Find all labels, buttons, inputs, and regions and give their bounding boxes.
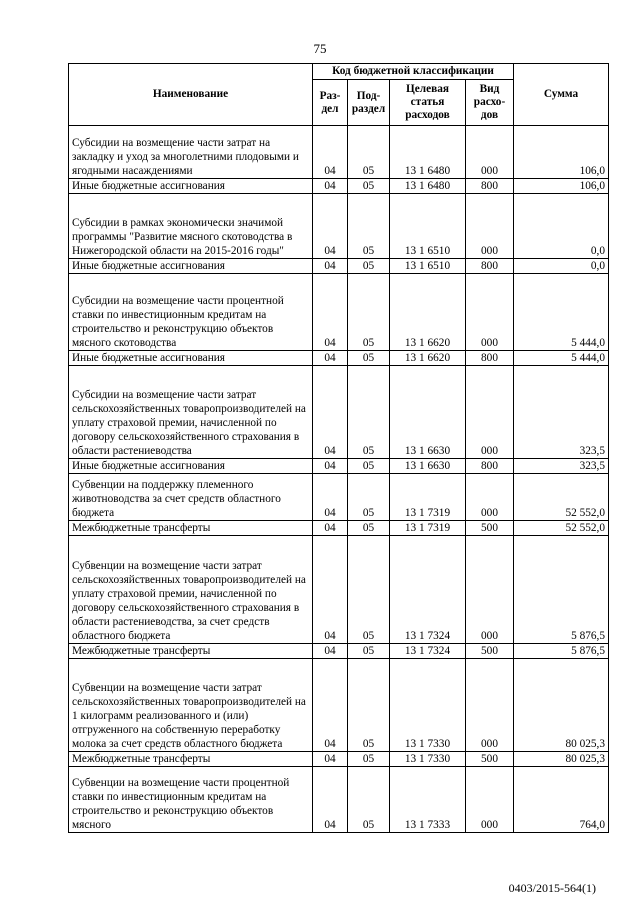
header-section: Раз- дел [313,80,348,126]
cell-name: Субвенции на возмещение части затрат сельскохозяйственных товаропроизводителей на уплату страховой премии, начисленной по договору сельскохозяйственного страхования в области растениеводства, за счет средств областного бюджета [69,536,313,644]
cell-section: 04 [313,536,348,644]
cell-sum: 5 444,0 [514,274,609,351]
cell-name: Иные бюджетные ассигнования [69,259,313,274]
cell-target: 13 1 6620 [390,351,466,366]
cell-sum: 52 552,0 [514,521,609,536]
cell-name: Субсидии на возмещение части затрат на закладку и уход за многолетними плодовыми и ягодными насаждениями [69,126,313,179]
cell-subsection: 05 [348,752,390,767]
cell-target: 13 1 6480 [390,179,466,194]
cell-section: 04 [313,459,348,474]
table-row [69,351,609,366]
cell-subsection: 05 [348,474,390,521]
cell-type: 800 [466,259,514,274]
cell-sum: 80 025,3 [514,659,609,752]
cell-name: Субвенции на возмещение части затрат сельскохозяйственных товаропроизводителей на 1 килограмм реализованного и (или) отгруженного на собственную переработку молока за счет средств областного бюджета [69,659,313,752]
cell-type: 500 [466,752,514,767]
cell-type: 800 [466,459,514,474]
cell-name: Межбюджетные трансферты [69,521,313,536]
cell-type: 000 [466,767,514,833]
cell-subsection: 05 [348,126,390,179]
cell-name: Субвенции на возмещение части процентной ставки по инвестиционным кредитам на строительство и реконструкцию объектов мясного [69,767,313,833]
cell-subsection: 05 [348,521,390,536]
header-sum: Сумма [514,64,609,126]
cell-sum: 323,5 [514,366,609,459]
cell-section: 04 [313,752,348,767]
table-row [69,536,609,644]
cell-type: 000 [466,274,514,351]
cell-subsection: 05 [348,194,390,259]
cell-section: 04 [313,366,348,459]
cell-sum: 5 444,0 [514,351,609,366]
table-row [69,126,609,179]
cell-section: 04 [313,179,348,194]
cell-section: 04 [313,194,348,259]
cell-sum: 80 025,3 [514,752,609,767]
table-row [69,521,609,536]
cell-target: 13 1 6630 [390,459,466,474]
page-number: 75 [313,41,327,56]
cell-name: Субвенции на поддержку племенного животноводства за счет средств областного бюджета [69,474,313,521]
cell-name: Субсидии в рамках экономически значимой программы "Развитие мясного скотоводства в Нижегородской области на 2015-2016 годы" [69,194,313,259]
cell-name: Межбюджетные трансферты [69,644,313,659]
table-row [69,767,609,833]
cell-type: 000 [466,126,514,179]
cell-name: Субсидии на возмещение части процентной ставки по инвестиционным кредитам на строительство и реконструкцию объектов мясного скотоводства [69,274,313,351]
table-row [69,274,609,351]
cell-subsection: 05 [348,179,390,194]
header-type: Вид расхо- дов [466,80,514,126]
cell-section: 04 [313,521,348,536]
cell-type: 800 [466,179,514,194]
cell-section: 04 [313,351,348,366]
cell-subsection: 05 [348,536,390,644]
cell-type: 000 [466,194,514,259]
cell-name: Иные бюджетные ассигнования [69,351,313,366]
cell-target: 13 1 7319 [390,521,466,536]
cell-sum: 5 876,5 [514,536,609,644]
cell-subsection: 05 [348,366,390,459]
table-row [69,644,609,659]
cell-target: 13 1 7324 [390,644,466,659]
table-row [69,366,609,459]
cell-subsection: 05 [348,659,390,752]
cell-sum: 0,0 [514,259,609,274]
cell-type: 800 [466,351,514,366]
table-row [69,474,609,521]
cell-type: 500 [466,644,514,659]
cell-sum: 323,5 [514,459,609,474]
cell-target: 13 1 7330 [390,752,466,767]
cell-name: Иные бюджетные ассигнования [69,179,313,194]
table-body [69,126,609,833]
cell-sum: 52 552,0 [514,474,609,521]
cell-subsection: 05 [348,274,390,351]
cell-target: 13 1 7333 [390,767,466,833]
table-row [69,259,609,274]
cell-target: 13 1 7319 [390,474,466,521]
cell-section: 04 [313,644,348,659]
cell-subsection: 05 [348,351,390,366]
cell-name: Межбюджетные трансферты [69,752,313,767]
cell-section: 04 [313,274,348,351]
document-code: 0403/2015-564(1) [508,881,596,895]
cell-type: 000 [466,474,514,521]
cell-section: 04 [313,474,348,521]
cell-section: 04 [313,659,348,752]
cell-type: 000 [466,366,514,459]
header-code-group: Код бюджетной классификации [313,64,514,80]
cell-type: 500 [466,521,514,536]
cell-target: 13 1 6620 [390,274,466,351]
cell-subsection: 05 [348,767,390,833]
cell-target: 13 1 7324 [390,536,466,644]
cell-target: 13 1 6630 [390,366,466,459]
cell-name: Субсидии на возмещение части затрат сельскохозяйственных товаропроизводителей на уплату страховой премии, начисленной по договору сельскохозяйственного страхования в области растениеводства [69,366,313,459]
cell-sum: 106,0 [514,179,609,194]
table-row [69,194,609,259]
cell-section: 04 [313,259,348,274]
table-row [69,459,609,474]
cell-sum: 5 876,5 [514,644,609,659]
cell-sum: 0,0 [514,194,609,259]
cell-sum: 106,0 [514,126,609,179]
header-subsection: Под- раздел [348,80,390,126]
cell-name: Иные бюджетные ассигнования [69,459,313,474]
cell-section: 04 [313,126,348,179]
cell-sum: 764,0 [514,767,609,833]
cell-target: 13 1 7330 [390,659,466,752]
cell-subsection: 05 [348,259,390,274]
header-target: Целевая статья расходов [390,80,466,126]
cell-target: 13 1 6510 [390,259,466,274]
table-row [69,752,609,767]
table-row [69,179,609,194]
cell-type: 000 [466,536,514,644]
cell-subsection: 05 [348,644,390,659]
table-row [69,659,609,752]
cell-type: 000 [466,659,514,752]
cell-section: 04 [313,767,348,833]
header-name: Наименование [69,64,313,126]
cell-target: 13 1 6480 [390,126,466,179]
cell-target: 13 1 6510 [390,194,466,259]
cell-subsection: 05 [348,459,390,474]
budget-table [68,63,609,833]
